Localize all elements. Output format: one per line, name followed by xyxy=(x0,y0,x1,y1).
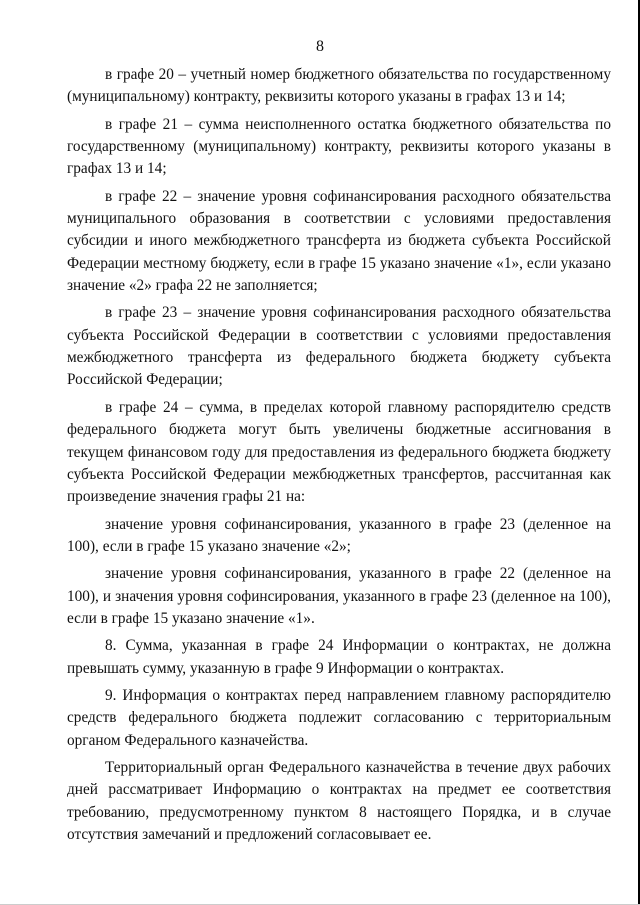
paragraph-column-23: в графе 23 – значение уровня софинансирования расходного обязательства субъекта Российской Федерации в соответствии с условиями предоставления межбюджетного трансферта из федерального бюджета бюджету субъекта Российской Федерации; xyxy=(67,304,611,389)
paragraph-cofinancing-value-1: значение уровня софинансирования, указанного в графе 22 (деленное на 100), и значения уровня софинсирования, указанного в графе 23 (деленное на 100), если в графе 15 указано значение «1». xyxy=(67,565,611,627)
paragraph-column-21: в графе 21 – сумма неисполненного остатка бюджетного обязательства по государственному (муниципальному) контракту, реквизиты которого указаны в графах 13 и 14; xyxy=(67,115,611,178)
document-body xyxy=(67,64,611,846)
paragraph-item-8: 8. Сумма, указанная в графе 24 Информации о контрактах, не должна превышать сумму, указанную в графе 9 Информации о контрактах. xyxy=(67,637,611,677)
paragraph-column-20: в графе 20 – учетный номер бюджетного обязательства по государственному (муниципальному) контракту, реквизиты которого указаны в графах 13 и 14; xyxy=(67,66,611,106)
paragraph-item-9: 9. Информация о контрактах перед направлением главному распорядителю средств федерального бюджета подлежит согласованию с территориальным органом Федерального казначейства. xyxy=(67,686,611,749)
paragraph-treasury-review: Территориальный орган Федерального казначейства в течение двух рабочих дней рассматривает Информацию о контрактах на предмет ее соответствия требованию, предусмотренному пунктом 8 настоящего Порядка, и в случае отсутствия замечаний и предложений согласовывает ее. xyxy=(67,758,611,843)
paragraph-cofinancing-value-2: значение уровня софинансирования, указанного в графе 23 (деленное на 100), если в графе 15 указано значение «2»; xyxy=(67,515,611,555)
paragraph-column-22: в графе 22 – значение уровня софинансирования расходного обязательства муниципального образования в соответствии с условиями предоставления субсидии и иного межбюджетного трансферта из бюджета субъекта Российской Федерации местному бюджету, если в графе 15 указано значение «1», если указано значение «2» графа 22 не заполняется; xyxy=(67,187,611,295)
paragraph-column-24: в графе 24 – сумма, в пределах которой главному распорядителю средств федерального бюджета могут быть увеличены бюджетные ассигнования в текущем финансовом году для предоставления из федерального бюджета бюджету субъекта Российской Федерации межбюджетных трансфертов, рассчитанная как произведение значения графы 21 на: xyxy=(67,398,611,506)
page-number: 8 xyxy=(316,38,324,55)
